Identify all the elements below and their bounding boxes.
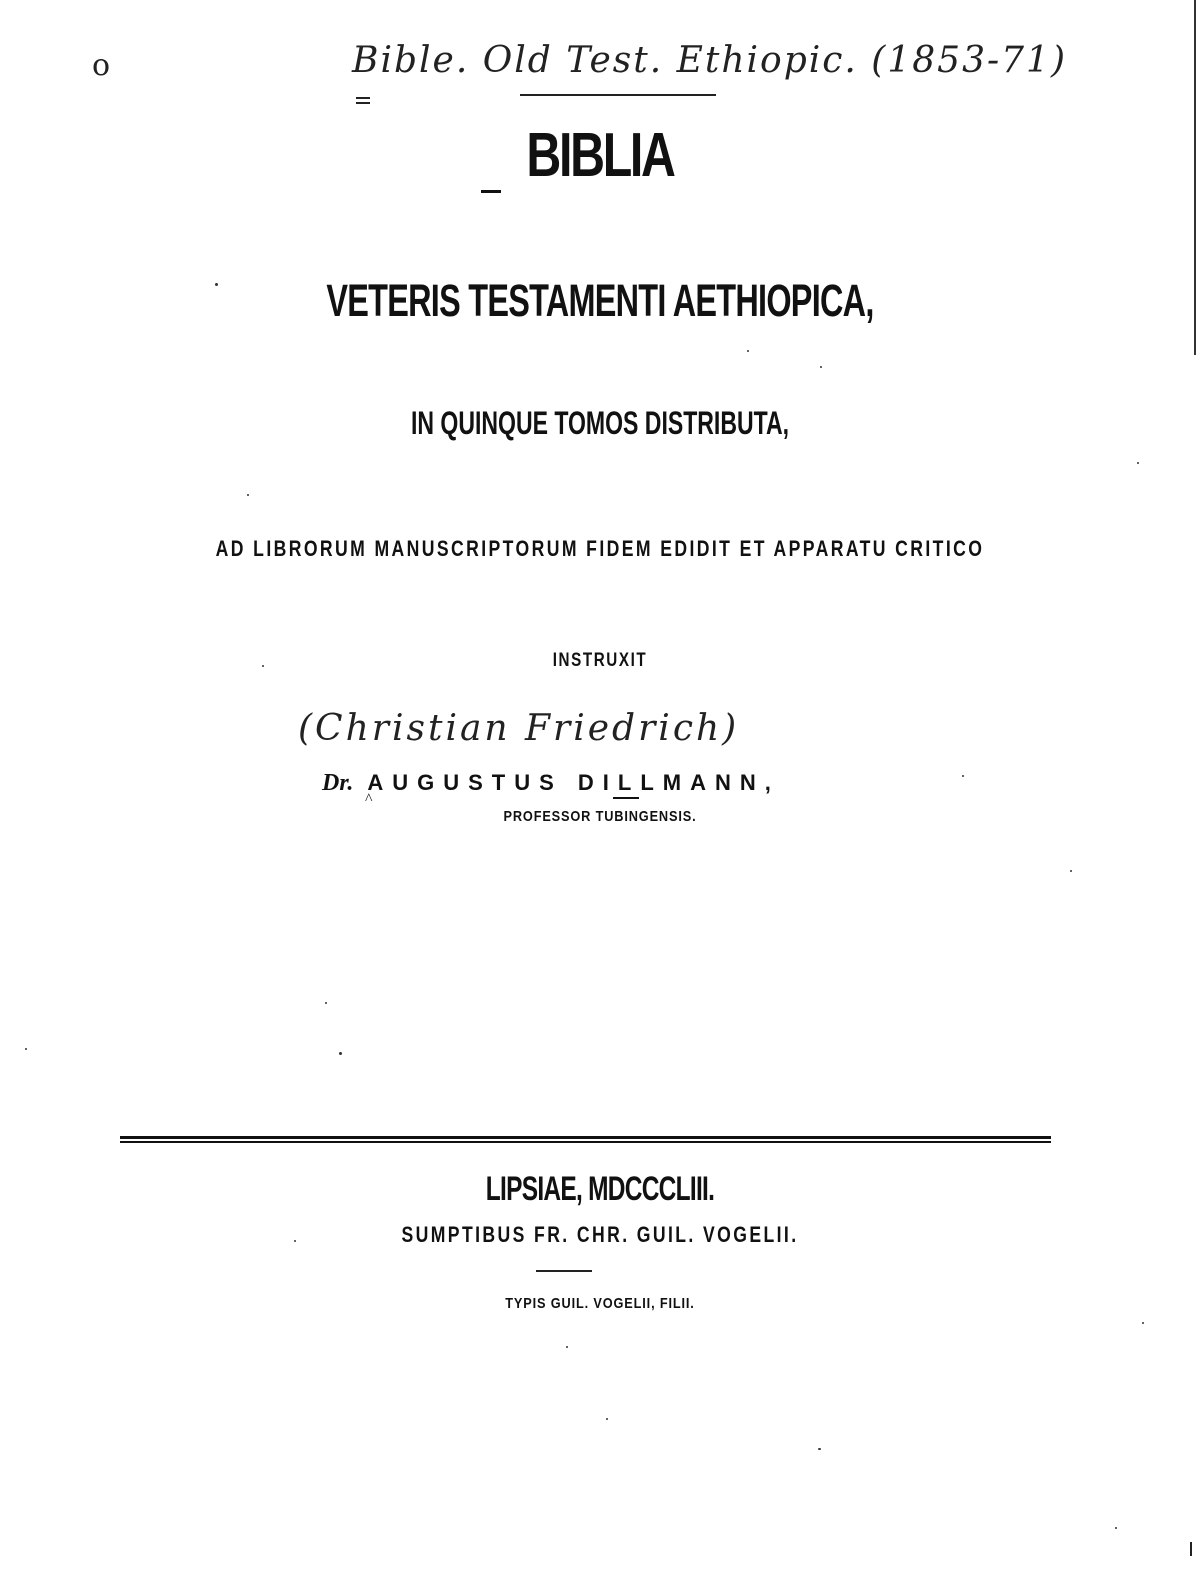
handwritten-name-note: (Christian Friedrich)	[298, 708, 740, 749]
speck	[325, 1002, 327, 1004]
speck	[747, 350, 749, 352]
double-rule-bottom	[120, 1141, 1051, 1143]
title-underline-mark	[481, 190, 501, 193]
author-title: PROFESSOR TUBINGENSIS.	[503, 808, 697, 825]
imprint-publisher: SUMPTIBUS FR. CHR. GUIL. VOGELII.	[401, 1222, 799, 1247]
handwritten-catalog-note: Bible. Old Test. Ethiopic. (1853-71)	[352, 40, 1067, 81]
speck	[247, 494, 249, 496]
caret-mark: ^	[365, 791, 373, 808]
handwritten-mark-b	[356, 102, 370, 104]
speck	[215, 283, 218, 286]
edge-mark	[1190, 1542, 1192, 1556]
speck	[1115, 1527, 1117, 1529]
imprint-place-year: LIPSIAE, MDCCCLIII.	[485, 1170, 715, 1208]
volumes-line: IN QUINQUE TOMOS DISTRIBUTA,	[410, 405, 790, 441]
author-name: AUGUSTUS DILLMANN,	[367, 770, 780, 795]
speck	[606, 1418, 608, 1420]
handwritten-underline	[520, 94, 716, 96]
speck	[1142, 1322, 1144, 1324]
author-prefix: Dr.	[322, 770, 354, 796]
instruxit: INSTRUXIT	[552, 650, 648, 671]
speck	[1137, 462, 1139, 464]
speck	[818, 1448, 821, 1450]
page-edge-line	[1194, 0, 1196, 355]
handwritten-mark-a	[356, 97, 370, 99]
double-rule-top	[120, 1136, 1051, 1139]
speck	[294, 1240, 296, 1242]
speck	[962, 775, 964, 777]
speck	[262, 665, 264, 667]
speck	[1070, 870, 1072, 872]
speck	[339, 1052, 342, 1055]
speck	[820, 366, 822, 368]
subtitle: VETERIS TESTAMENTI AETHIOPICA,	[326, 275, 874, 326]
short-rule	[536, 1270, 592, 1272]
imprint-printer: TYPIS GUIL. VOGELII, FILII.	[505, 1295, 695, 1312]
author-line	[322, 770, 780, 797]
author-underline-mark	[613, 797, 639, 799]
speck	[566, 1346, 568, 1348]
speck	[25, 1048, 27, 1050]
edition-line: AD LIBRORUM MANUSCRIPTORUM FIDEM EDIDIT ET APPARATU CRITICO	[215, 536, 985, 561]
corner-mark: o	[92, 48, 111, 83]
book-title: BIBLIA	[526, 121, 674, 190]
